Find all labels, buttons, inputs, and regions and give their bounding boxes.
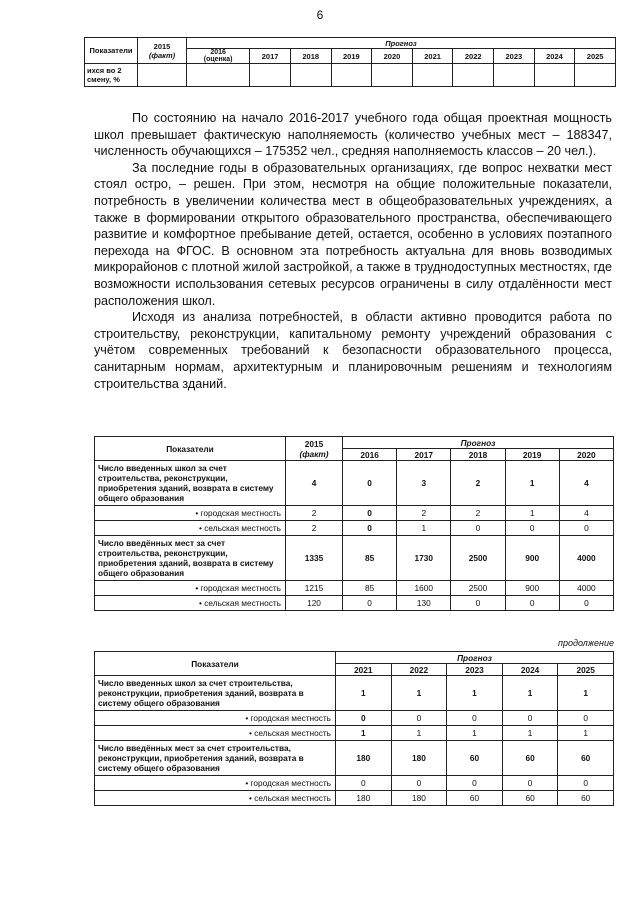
header-year: 2023: [447, 664, 503, 676]
cell: 1: [391, 676, 447, 711]
table-row: [95, 581, 614, 596]
header-year: 2018: [290, 49, 331, 64]
cell: 180: [336, 741, 392, 776]
row-label: Число введённых мест за счет строительства, реконструкции, приобретения зданий, возврата в систему общего образования: [95, 536, 286, 581]
cell: [290, 64, 331, 87]
header-indicators: [85, 38, 138, 64]
row-label: • сельская местность: [95, 726, 336, 741]
row-label: • сельская местность: [95, 596, 286, 611]
forecast-table-2021-2025: [94, 651, 614, 806]
header-indicators: Показатели: [95, 652, 336, 676]
table-row: [95, 791, 614, 806]
cell: 0: [451, 521, 505, 536]
header-year: 2020: [372, 49, 413, 64]
header-year: 2024: [502, 664, 558, 676]
cell: 1: [505, 461, 559, 506]
cell: 0: [558, 776, 614, 791]
row-label: • сельская местность: [95, 521, 286, 536]
cell: 0: [343, 521, 397, 536]
top-table-fragment: [84, 37, 616, 87]
cell: 2500: [451, 581, 505, 596]
header-year: 2019: [331, 49, 372, 64]
cell: 4: [286, 461, 343, 506]
cell: 0: [558, 711, 614, 726]
header-2015-year: 2015: [304, 438, 324, 449]
row-label: Число введённых мест за счет строительства, реконструкции, приобретения зданий, возврата в систему общего образования: [95, 741, 336, 776]
cell: 1: [502, 726, 558, 741]
cell: 4000: [559, 581, 613, 596]
header-2015: [286, 437, 343, 461]
page-number: 6: [316, 8, 324, 22]
header-year: 2016: [343, 449, 397, 461]
cell: [138, 64, 187, 87]
row-label: • городская местность: [95, 776, 336, 791]
header-year: 2025: [558, 664, 614, 676]
cell: 4: [559, 506, 613, 521]
header-year: 2022: [453, 49, 494, 64]
header-2016: [187, 49, 250, 64]
cell: 1: [505, 506, 559, 521]
header-2015: [138, 38, 187, 64]
header-year: 2021: [412, 49, 453, 64]
row-label: • городская местность: [95, 506, 286, 521]
cell: 60: [447, 791, 503, 806]
table-row: [95, 676, 614, 711]
table-row: [95, 741, 614, 776]
cell: 4000: [559, 536, 613, 581]
cell: [453, 64, 494, 87]
cell: 0: [391, 776, 447, 791]
header-year: 2017: [397, 449, 451, 461]
row-label: • городская местность: [95, 711, 336, 726]
header-indicators: Показатели: [95, 437, 286, 461]
cell: 0: [336, 776, 392, 791]
header-2015-fact: (факт): [299, 448, 329, 459]
cell: 1: [397, 521, 451, 536]
paragraph: За последние годы в образовательных организациях, где вопрос нехватки мест стоял остро, – решен. При этом, несмотря на общие положительные показатели, потребность в увеличении количества мест в общеобразовательных учреждениях, а также в формировании открытого образовательного пространства, обеспечивающего развитие и комфортное пребывание детей, остается, особенно в условиях поэтапного перехода на ФГОС. В основном эта потребность актуальна для вновь возводимых микрорайонов с плотной жилой застройкой, а также в труднодоступных местностях, где возможности использования сетевых ресурсов ограничены в силу отдалённости мест расположения школ.: [94, 160, 612, 308]
cell: 0: [447, 711, 503, 726]
cell: 0: [505, 596, 559, 611]
cell: [575, 64, 616, 87]
cell: 1215: [286, 581, 343, 596]
cell: 2500: [451, 536, 505, 581]
cell: 0: [502, 776, 558, 791]
header-year: 2020: [559, 449, 613, 461]
row-label: • сельская местность: [95, 791, 336, 806]
header-year: 2024: [534, 49, 575, 64]
header-year: 2025: [575, 49, 616, 64]
continuation-label: продолжение: [558, 638, 614, 648]
header-2016-note: (оценка): [203, 56, 233, 63]
cell: [494, 64, 535, 87]
table-row: [95, 776, 614, 791]
cell: 1: [558, 726, 614, 741]
paragraph: По состоянию на начало 2016-2017 учебного года общая проектная мощность школ превышает фактическую наполняемость (количество учебных мест – 188347, численность обучающихся – 175352 чел., средняя наполняемость классов – 20 чел.).: [94, 111, 612, 159]
header-year: 2019: [505, 449, 559, 461]
cell: [412, 64, 453, 87]
table-row: [95, 506, 614, 521]
cell: 60: [502, 741, 558, 776]
cell: 2: [286, 521, 343, 536]
header-prognoz: Прогноз: [187, 38, 616, 49]
row-label: Число введенных школ за счет строительства, реконструкции, приобретения зданий, возврата в систему общего образования: [95, 676, 336, 711]
header-year: 2021: [336, 664, 392, 676]
cell: [331, 64, 372, 87]
header-year: 2018: [451, 449, 505, 461]
row-label: [85, 64, 138, 87]
cell: 1: [502, 676, 558, 711]
cell: 2: [397, 506, 451, 521]
cell: 1335: [286, 536, 343, 581]
cell: 60: [558, 791, 614, 806]
header-year: 2022: [391, 664, 447, 676]
cell: [187, 64, 250, 87]
cell: 0: [447, 776, 503, 791]
header-2015-year: 2015: [153, 41, 171, 51]
table-row: [95, 711, 614, 726]
body-text: [94, 110, 612, 392]
header-prognoz: Прогноз: [336, 652, 614, 664]
cell: 0: [505, 521, 559, 536]
table-row: [95, 596, 614, 611]
cell: 0: [559, 521, 613, 536]
cell: 0: [451, 596, 505, 611]
cell: 180: [336, 791, 392, 806]
cell: [534, 64, 575, 87]
cell: 120: [286, 596, 343, 611]
cell: 60: [447, 741, 503, 776]
cell: 1: [447, 676, 503, 711]
cell: 0: [343, 461, 397, 506]
header-prognoz: Прогноз: [343, 437, 614, 449]
header-2016-year: 2016: [210, 49, 226, 56]
cell: 0: [559, 596, 613, 611]
row-label: Число введенных школ за счет строительства, реконструкции, приобретения зданий, возврата в систему общего образования: [95, 461, 286, 506]
row-label: • городская местность: [95, 581, 286, 596]
cell: 900: [505, 536, 559, 581]
row-label-line1: ихся во 2: [87, 66, 122, 75]
cell: [250, 64, 291, 87]
row-label-line2: смену, %: [87, 75, 120, 84]
cell: 4: [559, 461, 613, 506]
cell: 1: [336, 726, 392, 741]
forecast-table-2016-2020: [94, 436, 614, 611]
cell: 180: [391, 741, 447, 776]
header-2015-fact: (факт): [148, 50, 176, 60]
cell: 0: [336, 711, 392, 726]
cell: [372, 64, 413, 87]
cell: 2: [451, 461, 505, 506]
cell: 1600: [397, 581, 451, 596]
cell: 1730: [397, 536, 451, 581]
header-year: 2017: [250, 49, 291, 64]
cell: 60: [502, 791, 558, 806]
cell: 85: [343, 536, 397, 581]
table-row: [95, 726, 614, 741]
cell: 1: [336, 676, 392, 711]
cell: 3: [397, 461, 451, 506]
cell: 180: [391, 791, 447, 806]
cell: 1: [447, 726, 503, 741]
cell: 2: [286, 506, 343, 521]
table-row: [95, 521, 614, 536]
cell: 130: [397, 596, 451, 611]
cell: 900: [505, 581, 559, 596]
table-row: [95, 536, 614, 581]
cell: 85: [343, 581, 397, 596]
cell: 0: [343, 596, 397, 611]
cell: 1: [558, 676, 614, 711]
cell: 60: [558, 741, 614, 776]
cell: 2: [451, 506, 505, 521]
cell: 1: [391, 726, 447, 741]
cell: 0: [343, 506, 397, 521]
cell: 0: [502, 711, 558, 726]
cell: 0: [391, 711, 447, 726]
header-year: 2023: [494, 49, 535, 64]
header-indicators-text: Показатели: [89, 46, 133, 55]
table-row: [95, 461, 614, 506]
paragraph: Исходя из анализа потребностей, в области активно проводится работа по строительству, реконструкции, капитальному ремонту учреждений образования с учётом современных требований к безопасности образовательного процесса, санитарным нормам, архитектурным и планировочным решениям и технологиям строительства зданий.: [94, 310, 612, 391]
